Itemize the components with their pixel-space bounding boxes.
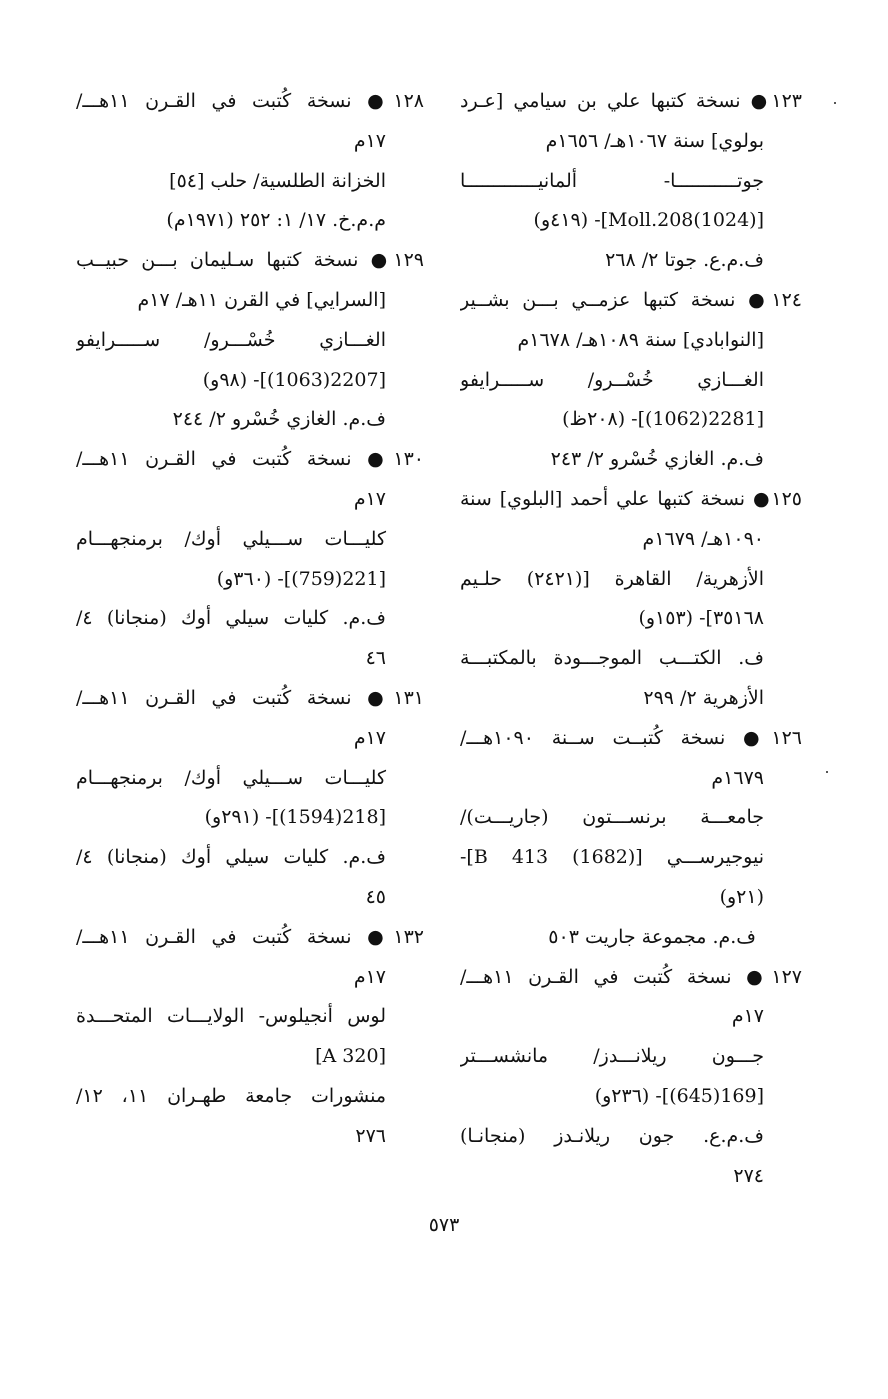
entry-line: ٢٧٤ xyxy=(733,1164,764,1187)
entry-line: ١٧م xyxy=(353,965,386,988)
entry-line: الأزهرية ٢/ ٢٩٩ xyxy=(643,686,764,709)
entry-line: ١٧م xyxy=(353,129,386,152)
entry-heading-line: ١٣٢● نسخة كُتبت في القـرن ١١هـــ/ xyxy=(76,925,424,948)
entry-line: ٣٥١٦٨]- (١٥٣و) xyxy=(638,607,764,630)
entry-line: لوس أنجيلوس- الولايـــات المتحـــدة xyxy=(76,1005,386,1028)
entry-line: ١٠٩٠هـ/ ١٦٧٩م xyxy=(642,527,764,550)
entry-line: ٢٧٦ xyxy=(355,1124,386,1147)
entry-line: ٤٥ xyxy=(365,885,386,908)
right-column xyxy=(460,82,802,1196)
entry-line: الأزهرية/ القاهرة [(٢٤٢١) حلـيم xyxy=(460,567,765,590)
entry-line: ٤٦ xyxy=(365,647,386,670)
entry-heading-line: ١٢٧● نسخة كُتبت في القـرن ١١هـــ/ xyxy=(460,965,802,988)
scan-speck xyxy=(834,102,836,104)
entry-line: الغـــازي خُسْـــرو/ ســـــرايفو xyxy=(76,328,386,351)
entry-line: [2207(1063)]- (٩٨و) xyxy=(202,368,386,391)
entry-line: (٢١و) xyxy=(719,885,764,908)
entry-line: [A 320] xyxy=(315,1045,386,1068)
entry-line: ف.م. الغازي خُسْرو ٢/ ٢٤٤ xyxy=(172,408,386,431)
entry-line: ١٧م xyxy=(353,726,386,749)
entry-heading-line: ١٢٥● نسخة كتبها علي أحمد [البلوي] سنة xyxy=(460,487,802,510)
entry-line: ف.م. الغازي خُسْرو ٢/ ٢٤٣ xyxy=(550,448,764,471)
entry-heading-line: ١٢٣● نسخة كتبها علي بن سيامي [عـرد xyxy=(460,90,802,112)
entry-heading-line: ١٢٩● نسخة كتبها سـليمان بـــن حبيــب xyxy=(76,249,424,272)
entry-line: بولوي] سنة ١٠٦٧هـ/ ١٦٥٦م xyxy=(545,129,764,152)
entry-line: ١٦٧٩م xyxy=(711,766,764,789)
entry-line: جوتـــــــــــا- ألمانيـــــــــــــا xyxy=(460,169,764,192)
entry-line: ١٧م xyxy=(731,1005,764,1028)
entry-line: ف.م. كليات سيلي أوك (منجانا) ٤/ xyxy=(76,846,386,869)
entry-line: جامعـــة برنســـتون (جاريـــت)/ xyxy=(460,806,764,829)
entry-line: [221(759)]- (٣٦٠و) xyxy=(216,567,386,590)
entry-line: [السرايي] في القرن ١١هـ/ ١٧م xyxy=(137,288,386,311)
entry-line: [Moll.208(1024)]- (٤١٩و) xyxy=(533,209,764,232)
entry-line: الغـــازي خُسْــرو/ ســـــرايفو xyxy=(460,368,764,391)
entry-line: ف.م. كليات سيلي أوك (منجانا) ٤/ xyxy=(76,607,386,630)
entry-line: ف.م. مجموعة جاريت ٥٠٣ xyxy=(548,925,756,948)
entry-line: ف.م.ع. جوتا ٢/ ٢٦٨ xyxy=(605,249,764,272)
entry-line: جـــون ريلانـــدز/ مانشســـتر xyxy=(460,1045,764,1068)
entry-heading-line: ١٢٤● نسخة كتبها عزمــي بـــن بشــير xyxy=(460,288,802,311)
entry-line: ف. الكتـــب الموجـــودة بالمكتبـــة xyxy=(460,647,764,670)
entry-line: ف.م.ع. جون ريلانـدز (منجانـا) xyxy=(460,1124,764,1147)
scan-speck xyxy=(826,771,828,773)
entry-line: ١٧م xyxy=(353,487,386,510)
entry-line: كليـــات ســـيلي أوك/ برمنجهـــام xyxy=(76,527,386,550)
entry-line: [2281(1062)]- (٢٠٨ظ) xyxy=(562,408,764,431)
entry-heading-line: ١٣١● نسخة كُتبت في القـرن ١١هـــ/ xyxy=(76,686,424,709)
entry-line: م.م.خ. ١٧/ ١: ٢٥٢ (١٩٧١م) xyxy=(166,209,386,232)
entry-heading-line: ١٣٠● نسخة كُتبت في القـرن ١١هـــ/ xyxy=(76,448,424,471)
page-number: ٥٧٣ xyxy=(428,1214,460,1236)
entry-line: منشورات جامعة طهـران ١١، ١٢/ xyxy=(76,1084,386,1107)
entry-line: الخزانة الطلسية/ حلب [٥٤] xyxy=(169,169,386,192)
entry-line: نيوجيرســـي [B 413 (1682)]- xyxy=(460,846,764,869)
entry-line: كليـــات ســـيلي أوك/ برمنجهـــام xyxy=(76,766,386,789)
entry-line: [169(645)]- (٢٣٦و) xyxy=(594,1084,764,1107)
entry-heading-line: ١٢٨● نسخة كُتبت في القـرن ١١هـــ/ xyxy=(76,90,424,112)
left-column xyxy=(76,82,424,1157)
entry-line: [218(1594)]- (٢٩١و) xyxy=(204,806,386,829)
entry-line: [النوابادي] سنة ١٠٨٩هـ/ ١٦٧٨م xyxy=(517,328,764,351)
entry-heading-line: ١٢٦● نسخة كُتبــت ســنة ١٠٩٠هـــ/ xyxy=(460,726,802,749)
